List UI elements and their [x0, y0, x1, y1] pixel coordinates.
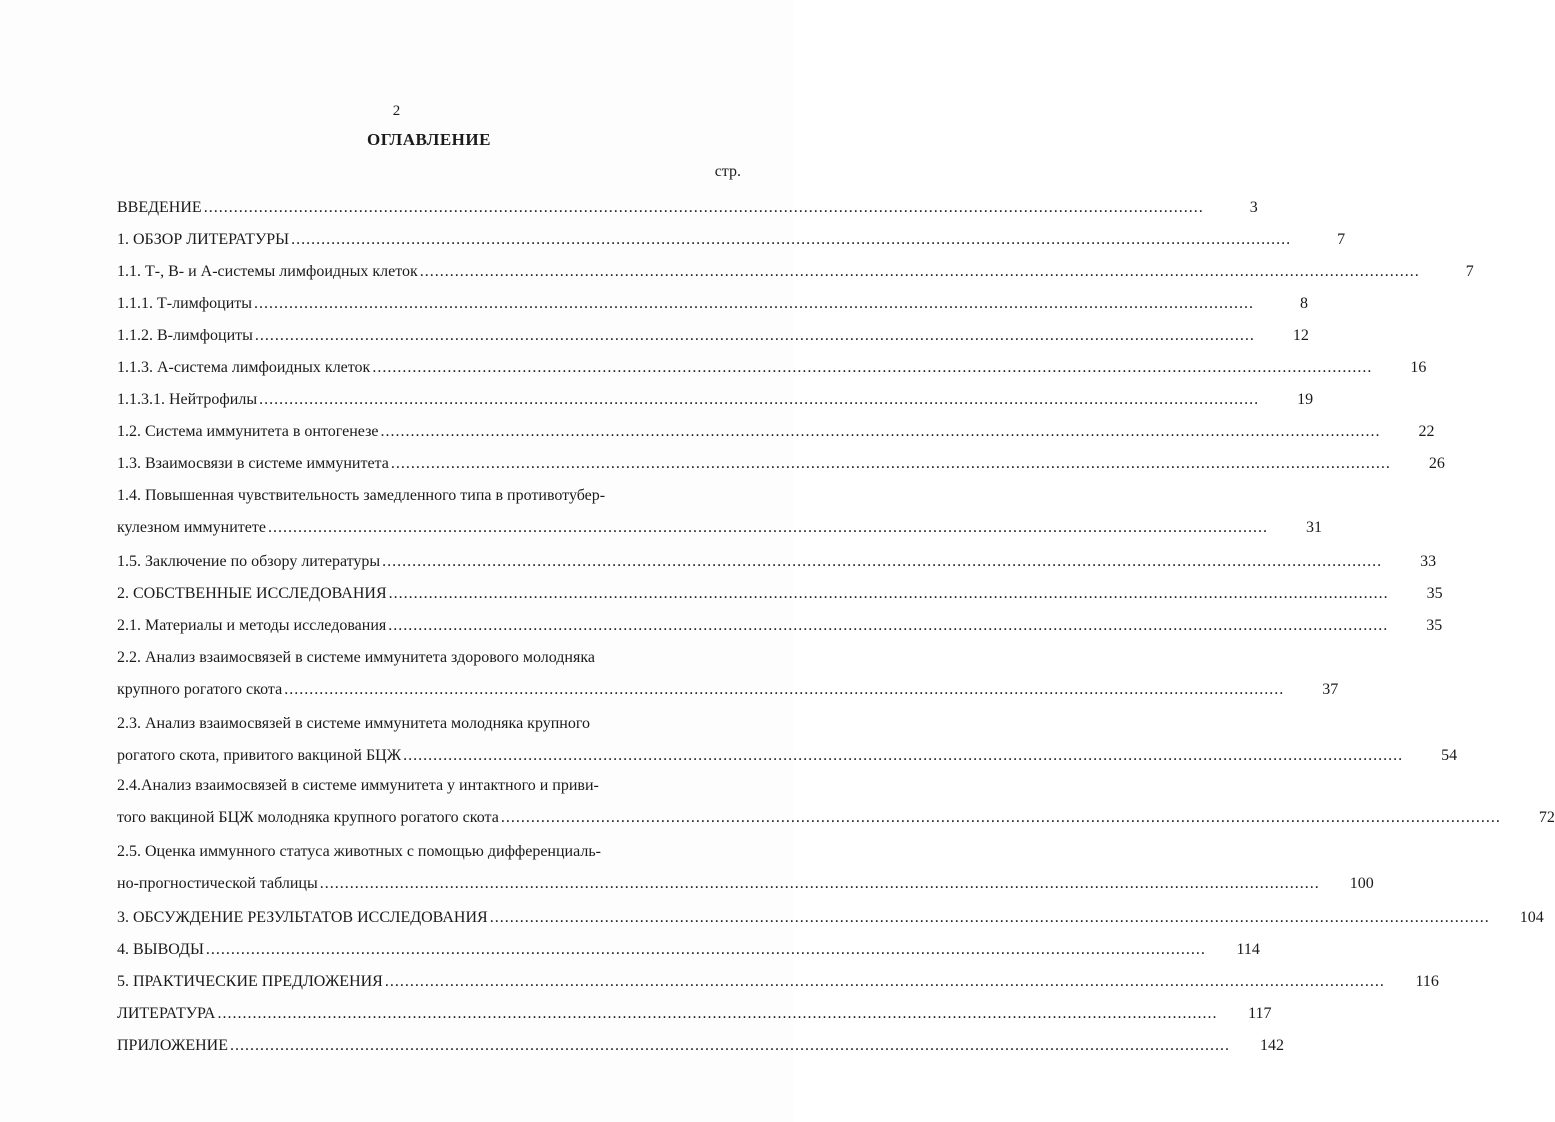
dot-leader: ........................................................................................................................................................................................................: [254, 327, 1255, 344]
toc-entry-page: 16: [1410, 359, 1427, 376]
toc-entry-page: 12: [1292, 327, 1309, 344]
dot-leader: ........................................................................................................................................................................................................: [388, 585, 1389, 602]
toc-entry-page: 104: [1519, 909, 1544, 926]
page-column-header: стр.: [714, 163, 741, 180]
toc-entry-title: ЛИТЕРАТУРА: [117, 1005, 216, 1022]
dot-leader: ........................................................................................................................................................................................................: [388, 617, 1389, 634]
toc-entry: [117, 486, 1322, 538]
toc-entry-title: 1.1. Т-, В- и А-системы лимфоидных клеток: [117, 263, 418, 280]
dot-leader: ........................................................................................................................................................................................................: [382, 553, 1383, 570]
dot-leader: ........................................................................................................................................................................................................: [203, 199, 1204, 216]
dot-leader: ........................................................................................................................................................................................................: [205, 941, 1206, 958]
toc-entry-page: 114: [1236, 941, 1260, 958]
dot-leader: ........................................................................................................................................................................................................: [267, 519, 1268, 536]
toc-entry-page: 117: [1248, 1005, 1272, 1022]
dot-leader: ........................................................................................................................................................................................................: [384, 973, 1385, 990]
toc-entry: [117, 358, 1427, 378]
toc-entry-title: 5. ПРАКТИЧЕСКИЕ ПРЕДЛОЖЕНИЯ: [117, 973, 383, 990]
dot-leader: ........................................................................................................................................................................................................: [254, 295, 1255, 312]
dot-leader: ........................................................................................................................................................................................................: [291, 231, 1292, 248]
toc-entry-page: 100: [1349, 875, 1374, 892]
toc-entry: [117, 1004, 1272, 1024]
toc-entry-page: 31: [1305, 519, 1322, 536]
toc-entry: [117, 616, 1443, 636]
dot-leader: ........................................................................................................................................................................................................: [259, 391, 1260, 408]
toc-entry-title: 1.1.2. В-лимфоциты: [117, 327, 253, 344]
dot-leader: ........................................................................................................................................................................................................: [217, 1005, 1218, 1022]
toc-entry: [117, 940, 1260, 960]
toc-entry: [117, 262, 1474, 282]
dot-leader: ........................................................................................................................................................................................................: [284, 681, 1285, 698]
toc-entry-title: 1.1.3. А-система лимфоидных клеток: [117, 359, 371, 376]
toc-entry-page: 72: [1538, 809, 1555, 826]
toc-entry-page: 37: [1322, 681, 1339, 698]
toc-entry-title: 2.1. Материалы и методы исследования: [117, 617, 387, 634]
toc-entry-page: 54: [1441, 747, 1458, 764]
dot-leader: ........................................................................................................................................................................................................: [489, 909, 1490, 926]
dot-leader: ........................................................................................................................................................................................................: [403, 747, 1404, 764]
toc-entry-title: 1.5. Заключение по обзору литературы: [117, 553, 381, 570]
dot-leader: ........................................................................................................................................................................................................: [390, 455, 1391, 472]
toc-entry-title: крупного рогатого скота: [117, 681, 283, 698]
dot-leader: ........................................................................................................................................................................................................: [419, 263, 1420, 280]
toc-entry-title: 2. СОБСТВЕННЫЕ ИССЛЕДОВАНИЯ: [117, 585, 387, 602]
toc-entry-title: 4. ВЫВОДЫ: [117, 941, 204, 958]
page-number: 2: [392, 103, 401, 119]
toc-entry-page: 8: [1300, 295, 1309, 312]
toc-entry-page: 142: [1260, 1037, 1285, 1054]
toc-entry: [117, 230, 1346, 250]
toc-entry-title-first-line: 1.4. Повышенная чувствительность замедленного типа в противотубер-: [117, 487, 606, 504]
toc-entry-title: 1.1.3.1. Нейтрофилы: [117, 391, 258, 408]
toc-entry-title: ПРИЛОЖЕНИЕ: [117, 1037, 229, 1054]
toc-entry-page: 33: [1420, 553, 1437, 570]
toc-entry-title: 1. ОБЗОР ЛИТЕРАТУРЫ: [117, 231, 290, 248]
dot-leader: ........................................................................................................................................................................................................: [319, 875, 1320, 892]
toc-entry-page: 26: [1428, 455, 1445, 472]
toc-entry-title: того вакциной БЦЖ молодняка крупного рогатого скота: [117, 809, 499, 826]
toc-entry-title-first-line: 2.5. Оценка иммунного статуса животных с помощью дифференциаль-: [117, 843, 601, 860]
toc-entry: [117, 552, 1437, 572]
toc-entry: [117, 422, 1435, 442]
toc-entry-title: но-прогностической таблицы: [117, 875, 318, 892]
toc-entry: [117, 842, 1374, 894]
toc-entry-page: 35: [1426, 585, 1443, 602]
toc-entry-page: 19: [1297, 391, 1314, 408]
toc-entry-title: 1.1.1. Т-лимфоциты: [117, 295, 253, 312]
toc-entry-page: 3: [1249, 199, 1258, 216]
toc-entry-title: ВВЕДЕНИЕ: [117, 199, 202, 216]
toc-entry: [117, 776, 1555, 828]
toc-entry: [117, 326, 1309, 346]
toc-entry-title: 1.3. Взаимосвязи в системе иммунитета: [117, 455, 389, 472]
toc-entry-title: кулезном иммунитете: [117, 519, 266, 536]
toc-entry-page: 22: [1418, 423, 1435, 440]
dot-leader: ........................................................................................................................................................................................................: [500, 809, 1501, 826]
toc-entry: [117, 454, 1445, 474]
dot-leader: ........................................................................................................................................................................................................: [372, 359, 1373, 376]
toc-entry-title-first-line: 2.3. Анализ взаимосвязей в системе иммунитета молодняка крупного: [117, 715, 591, 732]
toc-entry: [117, 294, 1309, 314]
page-title: ОГЛАВЛЕНИЕ: [367, 130, 491, 149]
toc-entry-title-first-line: 2.2. Анализ взаимосвязей в системе иммунитета здорового молодняка: [117, 649, 595, 666]
dot-leader: ........................................................................................................................................................................................................: [230, 1037, 1231, 1054]
toc-entry: [117, 908, 1544, 928]
toc-entry-title: 3. ОБСУЖДЕНИЕ РЕЗУЛЬТАТОВ ИССЛЕДОВАНИЯ: [117, 909, 488, 926]
toc-entry-title: рогатого скота, привитого вакциной БЦЖ: [117, 747, 402, 764]
toc-entry-title-first-line: 2.4.Анализ взаимосвязей в системе иммунитета у интактного и приви-: [117, 777, 599, 794]
toc-entry: [117, 972, 1439, 992]
toc-entry: [117, 584, 1443, 604]
toc-entry-page: 7: [1465, 263, 1474, 280]
dot-leader: ........................................................................................................................................................................................................: [380, 423, 1381, 440]
toc-entry-title: 1.2. Система иммунитета в онтогенезе: [117, 423, 379, 440]
toc-entry: [117, 390, 1314, 410]
toc-entry-page: 116: [1415, 973, 1439, 990]
toc-entry-page: 35: [1426, 617, 1443, 634]
toc-entry: [117, 198, 1258, 218]
toc-entry: [117, 714, 1458, 766]
toc-entry: [117, 648, 1339, 700]
toc-entry: [117, 1036, 1285, 1056]
toc-entry-page: 7: [1337, 231, 1346, 248]
